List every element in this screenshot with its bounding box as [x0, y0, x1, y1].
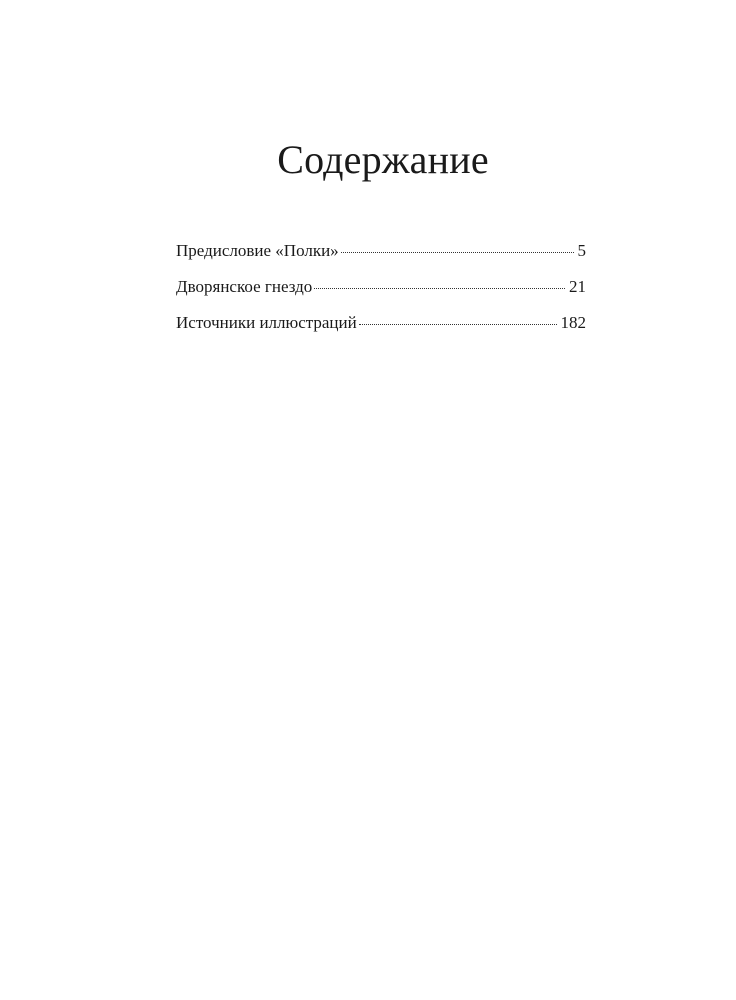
toc-entry-page-number: 21	[569, 277, 586, 296]
toc-entry-label: Дворянское гнездо	[176, 277, 313, 296]
toc-entry-illustration-sources	[176, 312, 586, 348]
dot-leader	[359, 324, 557, 325]
toc-entry-page-number: 182	[560, 313, 586, 332]
toc-entry-preface	[176, 240, 586, 276]
toc-entry-label: Источники иллюстраций	[176, 313, 357, 332]
toc-entry-main-text	[176, 276, 586, 312]
table-of-contents	[176, 240, 586, 348]
dot-leader	[314, 288, 565, 289]
page-title: Содержание	[277, 137, 489, 182]
toc-entry-label: Предисловие «Полки»	[176, 241, 339, 260]
toc-entry-page-number: 5	[577, 241, 586, 260]
dot-leader	[341, 252, 574, 253]
